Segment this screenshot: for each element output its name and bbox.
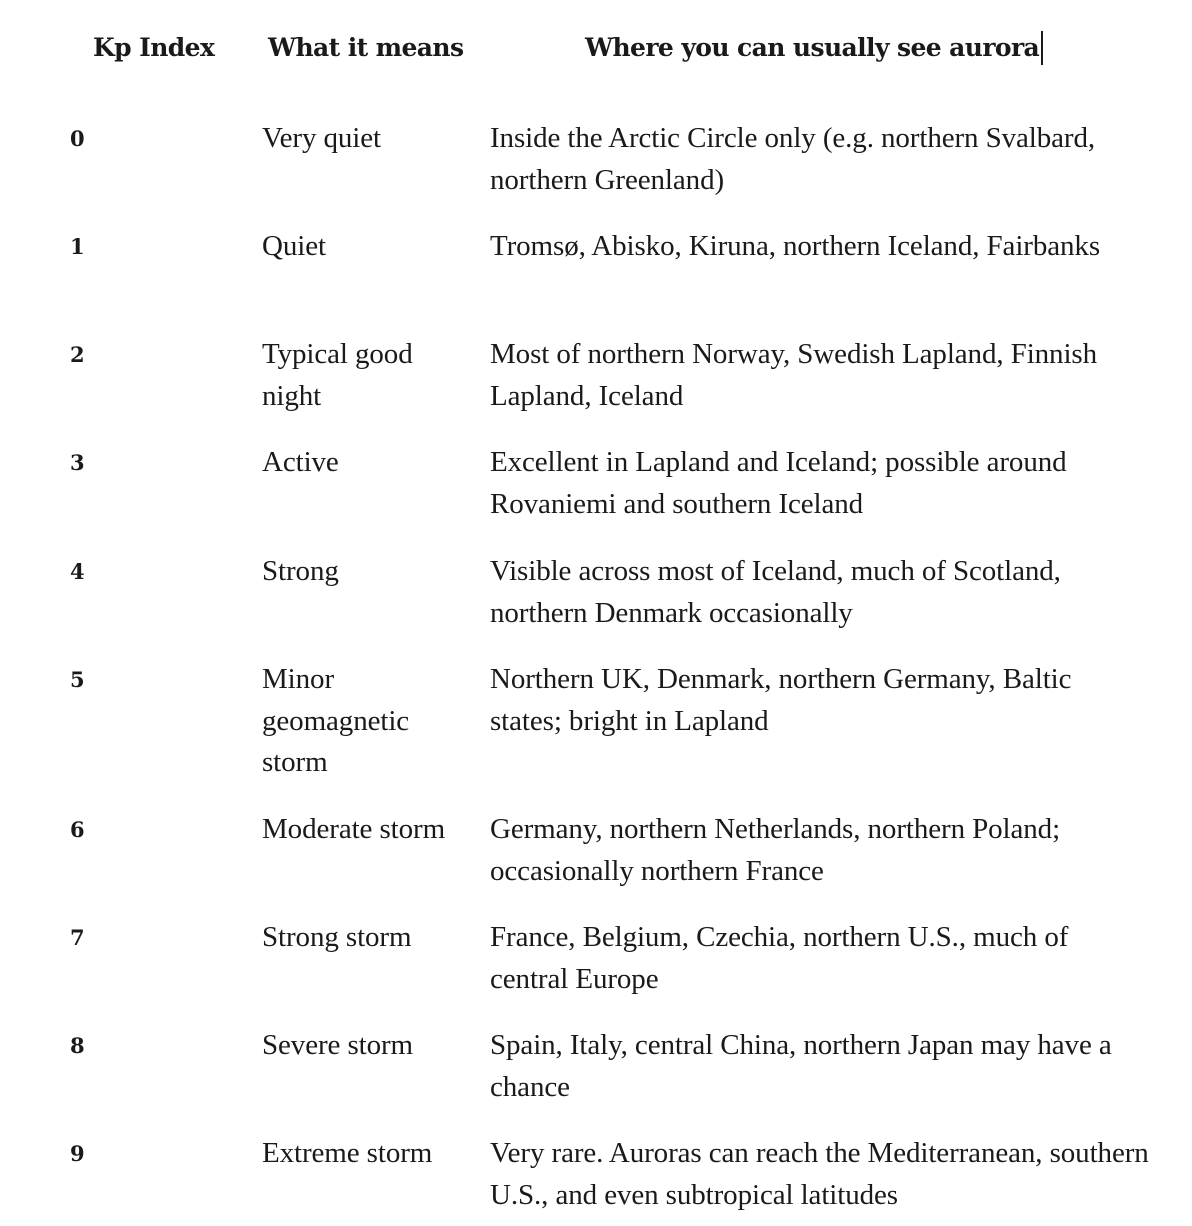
kp-meaning: Strong storm [262,921,412,953]
kp-meaning: Minor geomagnetic storm [262,663,410,778]
column-header-kp-index: Kp Index [93,33,215,62]
kp-meaning: Moderate storm [262,813,446,845]
table-header-row [0,28,1192,68]
aurora-location: Most of northern Norway, Swedish Lapland, Finnish Lapland, Iceland [490,338,1097,412]
column-header-what-it-means: What it means [268,33,464,62]
kp-meaning: Typical good night [262,338,413,412]
aurora-location: France, Belgium, Czechia, northern U.S., much of central Europe [490,921,1069,995]
kp-value: 9 [70,1141,85,1166]
aurora-location: Excellent in Lapland and Iceland; possible around Rovaniemi and southern Iceland [490,446,1067,520]
kp-meaning: Very quiet [262,122,381,154]
aurora-location: Germany, northern Netherlands, northern Poland; occasionally northern France [490,813,1061,887]
kp-value: 6 [70,817,85,842]
kp-value: 1 [70,234,85,259]
aurora-location: Very rare. Auroras can reach the Mediterranean, southern U.S., and even subtropical latitudes [490,1137,1149,1211]
text-cursor [1041,31,1043,65]
aurora-location: Spain, Italy, central China, northern Japan may have a chance [490,1029,1112,1103]
column-header-where-to-see[interactable] [585,28,1043,68]
kp-meaning: Active [262,446,339,478]
kp-value: 3 [70,450,85,475]
aurora-location: Northern UK, Denmark, northern Germany, Baltic states; bright in Lapland [490,663,1072,737]
kp-value: 5 [70,667,85,692]
kp-meaning: Quiet [262,230,326,262]
kp-meaning: Strong [262,555,339,587]
aurora-location: Inside the Arctic Circle only (e.g. northern Svalbard, northern Greenland) [490,122,1096,196]
kp-meaning: Extreme storm [262,1137,433,1169]
kp-value: 2 [70,342,85,367]
aurora-location: Tromsø, Abisko, Kiruna, northern Iceland, Fairbanks [490,230,1101,262]
kp-value: 8 [70,1033,85,1058]
aurora-location: Visible across most of Iceland, much of Scotland, northern Denmark occasionally [490,555,1061,629]
kp-value: 4 [70,559,85,584]
kp-meaning: Severe storm [262,1029,414,1061]
kp-value: 0 [70,126,85,151]
kp-value: 7 [70,925,85,950]
column-header-where-label: Where you can usually see aurora [585,33,1040,62]
